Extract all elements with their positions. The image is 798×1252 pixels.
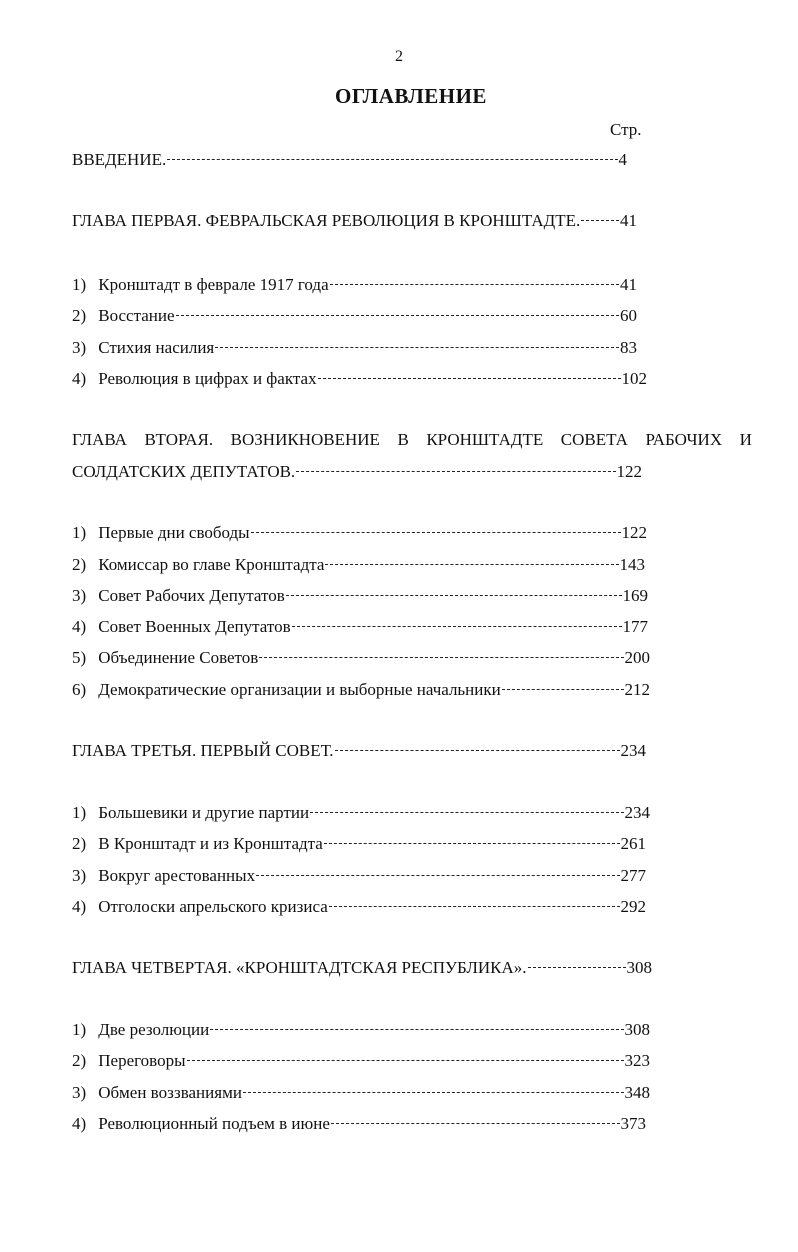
toc-chapter-3 bbox=[72, 741, 646, 765]
item-page: 348 bbox=[624, 1083, 650, 1102]
toc-leader bbox=[296, 471, 615, 472]
item-title: Две резолюции bbox=[98, 1020, 210, 1039]
item-page: 292 bbox=[620, 897, 646, 916]
item-number: 2) bbox=[72, 306, 87, 325]
page-title: ОГЛАВЛЕНИЕ bbox=[335, 84, 487, 108]
toc-leader bbox=[286, 595, 622, 596]
toc-leader bbox=[329, 906, 620, 907]
toc-leader bbox=[318, 378, 621, 379]
item-number: 2) bbox=[72, 555, 87, 574]
page-column-label: Стр. bbox=[610, 120, 642, 139]
item-number: 3) bbox=[72, 866, 87, 885]
toc-leader bbox=[331, 1123, 620, 1124]
toc-intro-text: ВВЕДЕНИЕ. bbox=[72, 150, 167, 169]
toc-item bbox=[72, 1051, 650, 1075]
item-page: 373 bbox=[620, 1114, 646, 1133]
page-number: 2 bbox=[395, 48, 403, 65]
item-page: 234 bbox=[624, 803, 650, 822]
item-title: Совет Военных Депутатов bbox=[98, 617, 291, 636]
item-page: 102 bbox=[621, 369, 647, 388]
item-number: 2) bbox=[72, 834, 87, 853]
toc-leader bbox=[256, 875, 619, 876]
item-title: Восстание bbox=[98, 306, 175, 325]
chapter-4-page: 308 bbox=[626, 958, 652, 977]
toc-leader bbox=[243, 1092, 624, 1093]
item-page: 200 bbox=[624, 648, 650, 667]
item-page: 277 bbox=[620, 866, 646, 885]
item-page: 261 bbox=[620, 834, 646, 853]
toc-leader bbox=[325, 564, 618, 565]
item-number: 4) bbox=[72, 897, 87, 916]
item-page: 323 bbox=[624, 1051, 650, 1070]
item-title: Обмен воззваниями bbox=[98, 1083, 242, 1102]
toc-item bbox=[72, 897, 646, 921]
toc-item bbox=[72, 680, 650, 704]
toc-leader bbox=[259, 657, 623, 658]
item-title: Совет Рабочих Депутатов bbox=[98, 586, 285, 605]
toc-leader bbox=[176, 315, 619, 316]
item-title: Объединение Советов bbox=[98, 648, 259, 667]
toc-leader bbox=[187, 1060, 624, 1061]
item-title: Переговоры bbox=[98, 1051, 186, 1070]
toc-leader bbox=[324, 843, 620, 844]
title-word: И bbox=[739, 430, 752, 449]
item-number: 2) bbox=[72, 1051, 87, 1070]
toc-item bbox=[72, 586, 648, 610]
toc-item bbox=[72, 306, 637, 330]
item-title: Большевики и другие партии bbox=[98, 803, 310, 822]
item-number: 1) bbox=[72, 803, 87, 822]
chapter-3-title: ГЛАВА ТРЕТЬЯ. ПЕРВЫЙ СОВЕТ. bbox=[72, 741, 334, 760]
toc-leader bbox=[528, 967, 626, 968]
toc-leader bbox=[330, 284, 619, 285]
chapter-4-title: ГЛАВА ЧЕТВЕРТАЯ. «КРОНШТАДТСКАЯ РЕСПУБЛИКА». bbox=[72, 958, 527, 977]
toc-item bbox=[72, 555, 645, 579]
toc-item bbox=[72, 803, 650, 827]
toc-leader bbox=[167, 159, 617, 160]
item-number: 4) bbox=[72, 617, 87, 636]
toc-chapter-1 bbox=[72, 211, 637, 235]
item-title: Первые дни свободы bbox=[98, 523, 250, 542]
title-word: РАБОЧИХ bbox=[645, 430, 723, 449]
toc-leader bbox=[335, 750, 620, 751]
toc-leader bbox=[210, 1029, 623, 1030]
title-word: ВОЗНИКНОВЕНИЕ bbox=[230, 430, 380, 449]
toc-item bbox=[72, 1020, 650, 1044]
title-word: СОВЕТА bbox=[560, 430, 628, 449]
toc-item bbox=[72, 617, 648, 641]
item-page: 41 bbox=[620, 275, 637, 294]
item-number: 1) bbox=[72, 523, 87, 542]
toc-item bbox=[72, 648, 650, 672]
toc-leader bbox=[581, 220, 619, 221]
toc-leader bbox=[215, 347, 619, 348]
item-number: 1) bbox=[72, 1020, 87, 1039]
item-page: 212 bbox=[624, 680, 650, 699]
item-number: 6) bbox=[72, 680, 87, 699]
item-title: Комиссар во главе Кронштадта bbox=[98, 555, 325, 574]
toc-chapter-4 bbox=[72, 958, 652, 982]
item-title: Кронштадт в феврале 1917 года bbox=[98, 275, 329, 294]
toc-leader bbox=[251, 532, 621, 533]
item-page: 122 bbox=[621, 523, 647, 542]
item-page: 169 bbox=[622, 586, 648, 605]
item-title: Стихия насилия bbox=[98, 338, 215, 357]
chapter-3-page: 234 bbox=[620, 741, 646, 760]
item-page: 308 bbox=[624, 1020, 650, 1039]
chapter-1-title: ГЛАВА ПЕРВАЯ. ФЕВРАЛЬСКАЯ РЕВОЛЮЦИЯ В КРОНШТАДТЕ. bbox=[72, 211, 581, 230]
item-page: 143 bbox=[619, 555, 645, 574]
toc-leader bbox=[310, 812, 623, 813]
item-title: Демократические организации и выборные начальники bbox=[98, 680, 501, 699]
toc-chapter-2 bbox=[72, 462, 642, 486]
item-number: 5) bbox=[72, 648, 87, 667]
toc-item bbox=[72, 1083, 650, 1107]
toc-intro-page: 4 bbox=[618, 150, 627, 169]
toc-item bbox=[72, 369, 647, 393]
chapter-2-page: 122 bbox=[616, 462, 642, 481]
toc-leader bbox=[292, 626, 622, 627]
item-page: 60 bbox=[620, 306, 637, 325]
item-number: 3) bbox=[72, 586, 87, 605]
chapter-1-page: 41 bbox=[620, 211, 637, 230]
title-word: ВТОРАЯ. bbox=[144, 430, 214, 449]
title-word: ГЛАВА bbox=[72, 430, 127, 449]
toc-item bbox=[72, 523, 647, 547]
item-title: Революционный подъем в июне bbox=[98, 1114, 330, 1133]
item-title: Революция в цифрах и фактах bbox=[98, 369, 317, 388]
item-number: 3) bbox=[72, 338, 87, 357]
chapter-2-title-line-2: СОЛДАТСКИХ ДЕПУТАТОВ. bbox=[72, 462, 296, 481]
item-title: Вокруг арестованных bbox=[98, 866, 256, 885]
toc-leader bbox=[502, 689, 624, 690]
title-word: В bbox=[397, 430, 409, 449]
toc-intro bbox=[72, 150, 627, 174]
item-page: 177 bbox=[622, 617, 648, 636]
item-number: 3) bbox=[72, 1083, 87, 1102]
item-number: 1) bbox=[72, 275, 87, 294]
toc-item bbox=[72, 275, 637, 299]
toc-item bbox=[72, 834, 646, 858]
title-word: КРОНШТАДТЕ bbox=[426, 430, 544, 449]
item-page: 83 bbox=[620, 338, 637, 357]
item-title: Отголоски апрельского кризиса bbox=[98, 897, 328, 916]
item-number: 4) bbox=[72, 1114, 87, 1133]
toc-item bbox=[72, 1114, 646, 1138]
toc-item bbox=[72, 338, 637, 362]
item-title: В Кронштадт и из Кронштадта bbox=[98, 834, 323, 853]
item-number: 4) bbox=[72, 369, 87, 388]
toc-item bbox=[72, 866, 646, 890]
chapter-2-title-line-1 bbox=[72, 430, 752, 450]
